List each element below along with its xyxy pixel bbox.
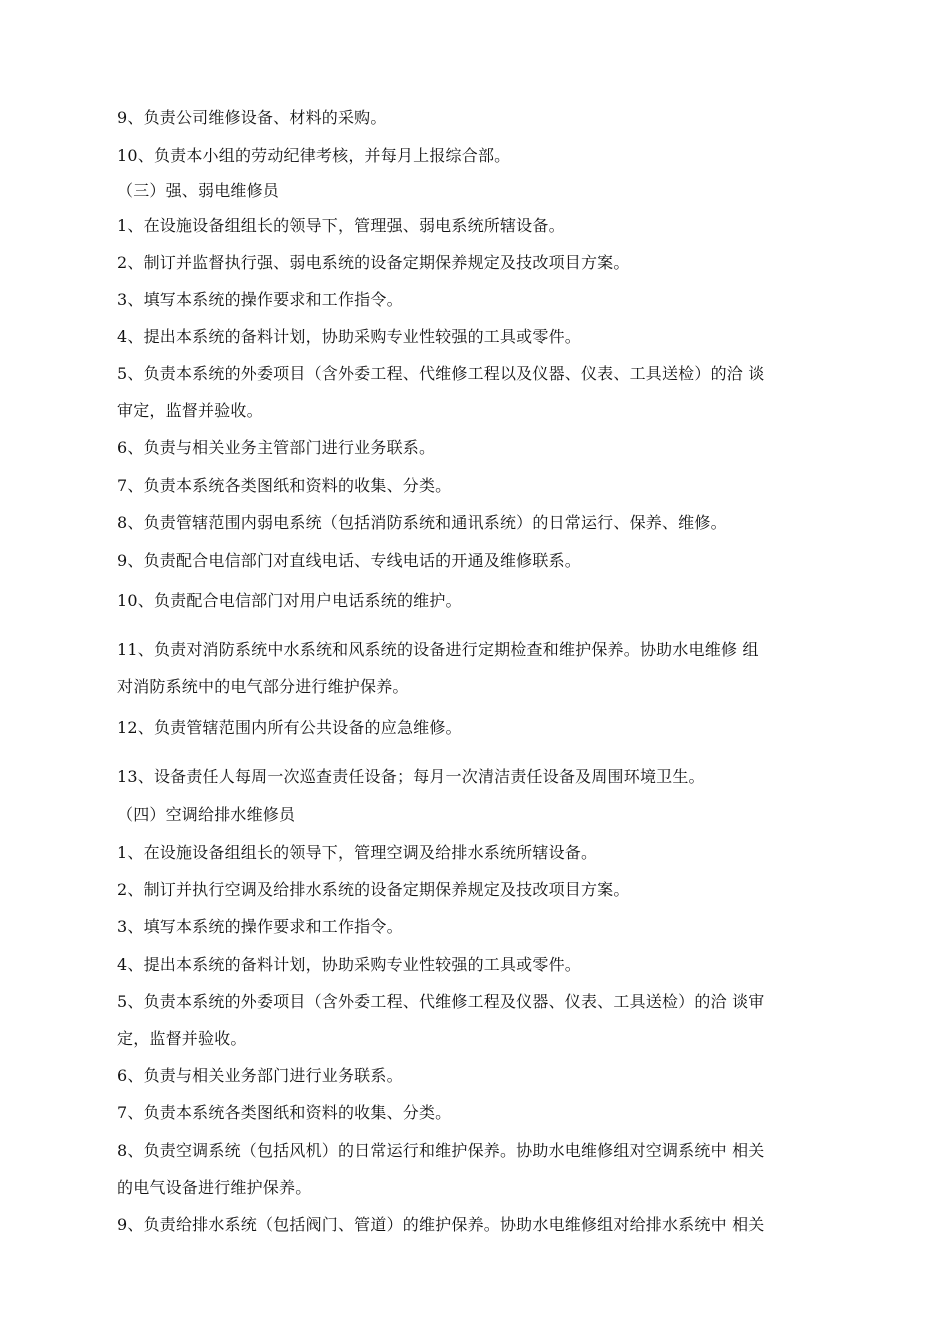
text-line: 5、负责本系统的外委项目（含外委工程、代维修工程及仪器、仪表、工具送检）的洽 谈审 bbox=[117, 992, 765, 1011]
text-line: 3、填写本系统的操作要求和工作指令。 bbox=[117, 917, 403, 936]
text-line: 9、负责公司维修设备、材料的采购。 bbox=[117, 108, 387, 127]
text-line: 4、提出本系统的备料计划，协助采购专业性较强的工具或零件。 bbox=[117, 955, 581, 974]
section-heading: （三）强、弱电维修员 bbox=[117, 181, 280, 200]
text-line: 的电气设备进行维护保养。 bbox=[117, 1178, 312, 1197]
text-line: 对消防系统中的电气部分进行维护保养。 bbox=[117, 677, 409, 696]
text-line: 1、在设施设备组组长的领导下，管理强、弱电系统所辖设备。 bbox=[117, 216, 565, 235]
text-line: 6、负责与相关业务部门进行业务联系。 bbox=[117, 1066, 403, 1085]
text-line: 9、负责配合电信部门对直线电话、专线电话的开通及维修联系。 bbox=[117, 551, 581, 570]
text-line: 定，监督并验收。 bbox=[117, 1029, 247, 1048]
text-line: 10、负责本小组的劳动纪律考核，并每月上报综合部。 bbox=[117, 146, 511, 165]
text-line: 8、负责管辖范围内弱电系统（包括消防系统和通讯系统）的日常运行、保养、维修。 bbox=[117, 513, 727, 532]
text-line: 3、填写本系统的操作要求和工作指令。 bbox=[117, 290, 403, 309]
text-line: 审定，监督并验收。 bbox=[117, 401, 263, 420]
section-heading: （四）空调给排水维修员 bbox=[117, 805, 296, 824]
text-line: 12、负责管辖范围内所有公共设备的应急维修。 bbox=[117, 718, 462, 737]
text-line: 6、负责与相关业务主管部门进行业务联系。 bbox=[117, 438, 436, 457]
text-line: 13、设备责任人每周一次巡查责任设备；每月一次清洁责任设备及周围环境卫生。 bbox=[117, 767, 705, 786]
text-line: 2、制订并执行空调及给排水系统的设备定期保养规定及技改项目方案。 bbox=[117, 880, 630, 899]
text-line: 9、负责给排水系统（包括阀门、管道）的维护保养。协助水电维修组对给排水系统中 相关 bbox=[117, 1215, 765, 1234]
text-line: 5、负责本系统的外委项目（含外委工程、代维修工程以及仪器、仪表、工具送检）的洽 谈 bbox=[117, 364, 765, 383]
text-line: 4、提出本系统的备料计划，协助采购专业性较强的工具或零件。 bbox=[117, 327, 581, 346]
text-line: 11、负责对消防系统中水系统和风系统的设备进行定期检查和维护保养。协助水电维修 组 bbox=[117, 640, 759, 659]
text-line: 2、制订并监督执行强、弱电系统的设备定期保养规定及技改项目方案。 bbox=[117, 253, 630, 272]
text-line: 7、负责本系统各类图纸和资料的收集、分类。 bbox=[117, 1103, 452, 1122]
text-line: 1、在设施设备组组长的领导下，管理空调及给排水系统所辖设备。 bbox=[117, 843, 598, 862]
text-line: 7、负责本系统各类图纸和资料的收集、分类。 bbox=[117, 476, 452, 495]
text-line: 10、负责配合电信部门对用户电话系统的维护。 bbox=[117, 591, 462, 610]
text-line: 8、负责空调系统（包括风机）的日常运行和维护保养。协助水电维修组对空调系统中 相关 bbox=[117, 1141, 765, 1160]
